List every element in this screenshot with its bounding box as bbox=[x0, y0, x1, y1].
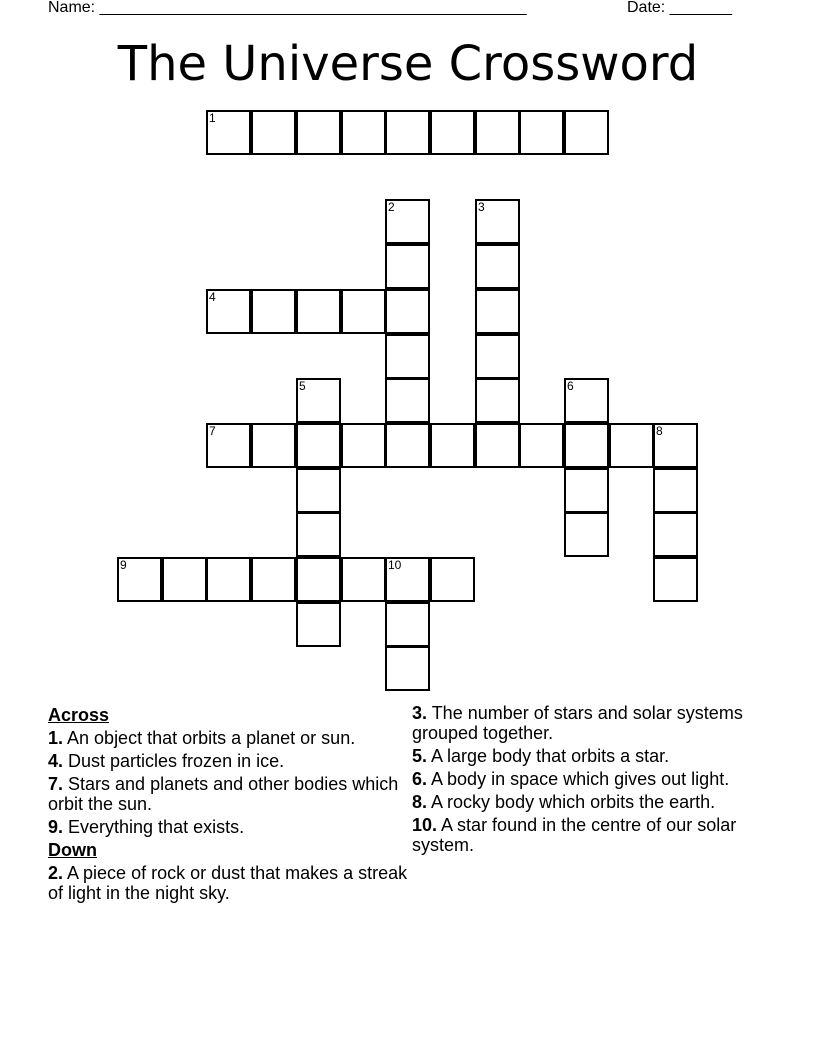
grid-cell[interactable] bbox=[653, 468, 698, 513]
grid-cell[interactable] bbox=[341, 110, 386, 155]
name-field[interactable] bbox=[48, 0, 527, 18]
clue-number-label: 4 bbox=[209, 290, 216, 304]
grid-cell[interactable] bbox=[430, 557, 475, 602]
grid-cell[interactable] bbox=[385, 110, 430, 155]
clue-number-label: 3 bbox=[478, 200, 485, 214]
grid-cell[interactable] bbox=[162, 557, 207, 602]
grid-cell[interactable] bbox=[296, 423, 341, 468]
clue-number-label: 8 bbox=[656, 424, 663, 438]
grid-cell[interactable] bbox=[475, 289, 520, 334]
clue-number-label: 9 bbox=[120, 558, 127, 572]
grid-cell[interactable] bbox=[475, 334, 520, 379]
grid-cell[interactable] bbox=[430, 110, 475, 155]
clue-text: A star found in the centre of our solar system. bbox=[412, 815, 737, 855]
clue-number: 6. bbox=[412, 769, 428, 789]
clue-number-label: 7 bbox=[209, 424, 216, 438]
clue-text: Stars and planets and other bodies which orbit the sun. bbox=[48, 774, 399, 814]
grid-cell[interactable] bbox=[341, 423, 386, 468]
clue-number: 4. bbox=[48, 751, 64, 771]
clue-text: A piece of rock or dust that makes a streak of light in the night sky. bbox=[48, 863, 408, 903]
grid-cell[interactable] bbox=[206, 289, 251, 334]
clue-number: 8. bbox=[412, 792, 428, 812]
grid-cell[interactable] bbox=[206, 110, 251, 155]
grid-cell[interactable] bbox=[296, 512, 341, 557]
date-field[interactable] bbox=[627, 0, 732, 18]
grid-cell[interactable] bbox=[251, 557, 296, 602]
grid-cell[interactable] bbox=[206, 557, 251, 602]
clue-across-9 bbox=[48, 817, 408, 837]
grid-cell[interactable] bbox=[251, 423, 296, 468]
grid-cell[interactable] bbox=[609, 423, 654, 468]
page-title: The Universe Crossword bbox=[117, 36, 699, 92]
grid-cell[interactable] bbox=[385, 289, 430, 334]
clue-text: The number of stars and solar systems grouped together. bbox=[412, 703, 743, 743]
grid-cell[interactable] bbox=[251, 289, 296, 334]
clue-across-1 bbox=[48, 728, 408, 748]
clue-text: Everything that exists. bbox=[63, 817, 245, 837]
grid-cell[interactable] bbox=[296, 378, 341, 423]
grid-cell[interactable] bbox=[385, 646, 430, 691]
grid-cell[interactable] bbox=[564, 512, 609, 557]
grid-cell[interactable] bbox=[251, 110, 296, 155]
clue-number: 1. bbox=[48, 728, 64, 748]
grid-cell[interactable] bbox=[385, 378, 430, 423]
clue-text: Dust particles frozen in ice. bbox=[63, 751, 285, 771]
clue-down-8 bbox=[412, 792, 762, 812]
clues-right-column bbox=[412, 703, 762, 858]
clue-number-label: 2 bbox=[388, 200, 395, 214]
clue-text: A rocky body which orbits the earth. bbox=[427, 792, 716, 812]
grid-cell[interactable] bbox=[430, 423, 475, 468]
clue-across-7 bbox=[48, 774, 408, 814]
grid-cell[interactable] bbox=[341, 557, 386, 602]
grid-cell[interactable] bbox=[519, 110, 564, 155]
clue-across-4 bbox=[48, 751, 408, 771]
clue-number: 5. bbox=[412, 746, 428, 766]
clue-down-5 bbox=[412, 746, 762, 766]
date-label: Date: bbox=[627, 0, 670, 16]
clue-down-3 bbox=[412, 703, 762, 743]
grid-cell[interactable] bbox=[475, 110, 520, 155]
clue-text: An object that orbits a planet or sun. bbox=[63, 728, 356, 748]
grid-cell[interactable] bbox=[385, 557, 430, 602]
clue-text: A body in space which gives out light. bbox=[427, 769, 730, 789]
clue-number: 3. bbox=[412, 703, 428, 723]
clue-number: 9. bbox=[48, 817, 64, 837]
grid-cell[interactable] bbox=[341, 289, 386, 334]
grid-cell[interactable] bbox=[519, 423, 564, 468]
grid-cell[interactable] bbox=[206, 423, 251, 468]
grid-cell[interactable] bbox=[117, 557, 162, 602]
across-heading: Across bbox=[48, 705, 110, 725]
clue-down-2 bbox=[48, 863, 408, 903]
grid-cell[interactable] bbox=[564, 378, 609, 423]
clue-down-10 bbox=[412, 815, 762, 855]
grid-cell[interactable] bbox=[385, 602, 430, 647]
grid-cell[interactable] bbox=[385, 423, 430, 468]
grid-cell[interactable] bbox=[296, 468, 341, 513]
grid-cell[interactable] bbox=[385, 334, 430, 379]
clue-number-label: 10 bbox=[388, 558, 402, 572]
clue-number: 2. bbox=[48, 863, 64, 883]
grid-cell[interactable] bbox=[385, 244, 430, 289]
grid-cell[interactable] bbox=[653, 512, 698, 557]
grid-cell[interactable] bbox=[653, 557, 698, 602]
grid-cell[interactable] bbox=[653, 423, 698, 468]
grid-cell[interactable] bbox=[296, 110, 341, 155]
name-blank[interactable]: ________________________________________________ bbox=[99, 0, 527, 16]
clue-number-label: 5 bbox=[299, 379, 306, 393]
clues-left-column bbox=[48, 703, 408, 906]
grid-cell[interactable] bbox=[296, 557, 341, 602]
clue-text: A large body that orbits a star. bbox=[427, 746, 670, 766]
clue-number: 10. bbox=[412, 815, 438, 835]
grid-cell[interactable] bbox=[475, 244, 520, 289]
clue-number-label: 1 bbox=[209, 111, 216, 125]
name-label: Name: bbox=[48, 0, 100, 16]
grid-cell[interactable] bbox=[475, 423, 520, 468]
clue-number-label: 6 bbox=[567, 379, 574, 393]
clue-down-6 bbox=[412, 769, 762, 789]
grid-cell[interactable] bbox=[564, 468, 609, 513]
grid-cell[interactable] bbox=[296, 602, 341, 647]
grid-cell[interactable] bbox=[296, 289, 341, 334]
grid-cell[interactable] bbox=[385, 199, 430, 244]
date-blank[interactable]: _______ bbox=[669, 0, 732, 16]
grid-cell[interactable] bbox=[564, 110, 609, 155]
grid-cell[interactable] bbox=[564, 423, 609, 468]
clue-number: 7. bbox=[48, 774, 64, 794]
grid-cell[interactable] bbox=[475, 378, 520, 423]
grid-cell[interactable] bbox=[475, 199, 520, 244]
down-heading: Down bbox=[48, 840, 97, 860]
